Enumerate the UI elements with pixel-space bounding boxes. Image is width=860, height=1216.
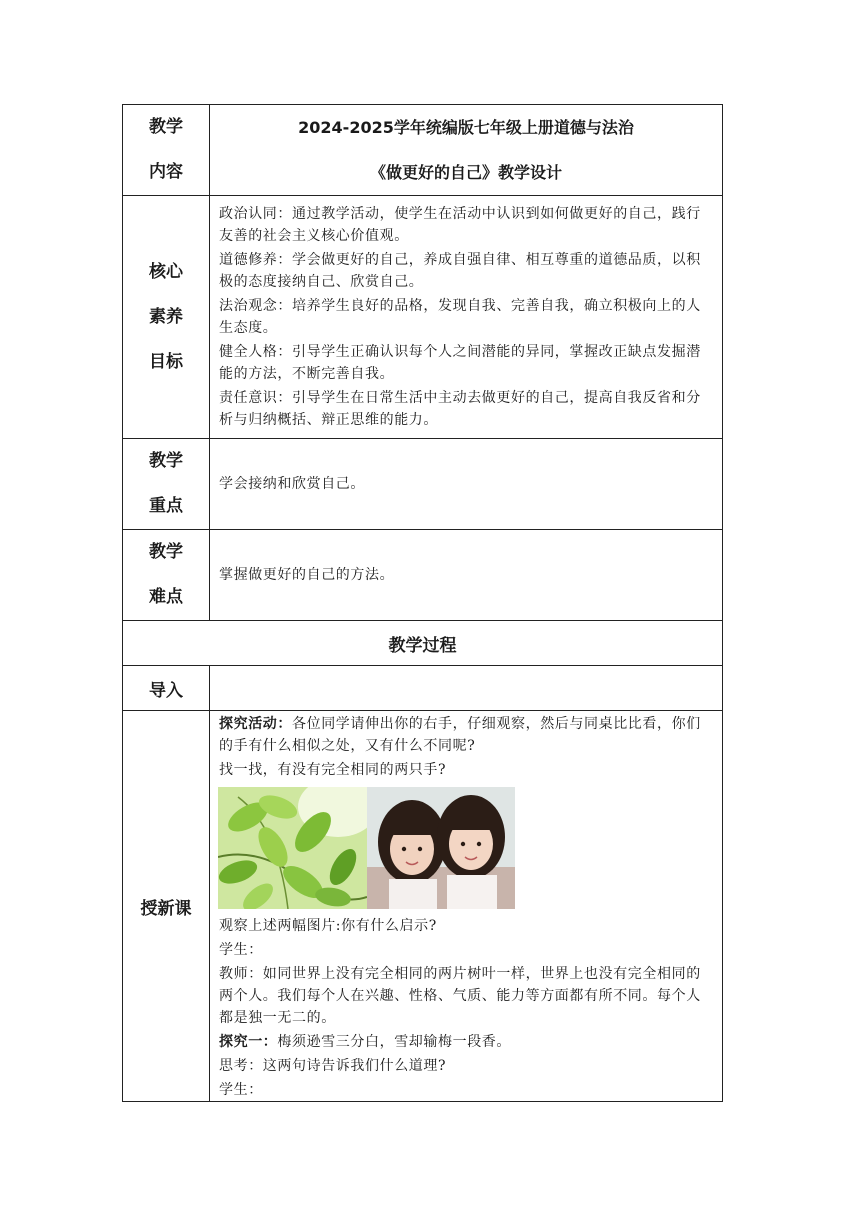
row-difficulty xyxy=(123,530,723,621)
row-process-heading xyxy=(123,621,723,666)
label-new-lesson: 授新课 xyxy=(123,711,210,1102)
observe-text: 观察上述两幅图片:你有什么启示? xyxy=(219,918,437,934)
label-difficulty: 教学 难点 xyxy=(123,530,210,621)
document-title xyxy=(210,105,723,196)
new-lesson-content xyxy=(210,711,723,1102)
explore-lead: 探究一： xyxy=(219,1034,278,1050)
illustration-images xyxy=(218,787,714,909)
twins-illustration xyxy=(367,787,515,909)
label-core-objectives: 核心 素养 目标 xyxy=(123,196,210,439)
objective-law: 法治观念：培养学生良好的品格，发现自我、完善自我，确立积极向上的人生态度。 xyxy=(219,298,701,336)
leaves-photo xyxy=(218,787,367,909)
find-text: 找一找，有没有完全相同的两只手? xyxy=(219,762,447,778)
lesson-plan-table xyxy=(122,104,723,1102)
twin-girls-photo xyxy=(367,787,515,909)
label-intro: 导入 xyxy=(123,666,210,711)
key-point-text: 学会接纳和欣赏自己。 xyxy=(210,439,723,530)
objective-political: 政治认同：通过教学活动，使学生在活动中认识到如何做更好的自己，践行友善的社会主义核心价值观。 xyxy=(219,206,701,244)
row-new-lesson xyxy=(123,711,723,1102)
objective-responsibility: 责任意识：引导学生在日常生活中主动去做更好的自己，提高自我反省和分析与归纳概括、辩正思维的能力。 xyxy=(219,390,701,428)
objectives-content xyxy=(210,196,723,439)
title-line-2: 《做更好的自己》教学设计 xyxy=(369,163,562,182)
activity-text: 各位同学请伸出你的右手，仔细观察，然后与同桌比比看，你们的手有什么相似之处，又有什么不同呢? xyxy=(219,716,701,754)
intro-content xyxy=(210,666,723,711)
explore-text: 梅须逊雪三分白，雪却输梅一段香。 xyxy=(277,1034,512,1050)
row-core-objectives xyxy=(123,196,723,439)
teacher-text: 教师：如同世界上没有完全相同的两片树叶一样，世界上也没有完全相同的两个人。我们每个人在兴趣、性格、气质、能力等方面都有所不同。每个人都是独一无二的。 xyxy=(219,966,701,1026)
think-text: 思考：这两句诗告诉我们什么道理? xyxy=(219,1058,447,1074)
row-teaching-content xyxy=(123,105,723,196)
objective-personality: 健全人格：引导学生正确认识每个人之间潜能的异同，掌握改正缺点发掘潜能的方法，不断完善自我。 xyxy=(219,344,701,382)
activity-paragraph xyxy=(219,713,714,757)
difficulty-text: 掌握做更好的自己的方法。 xyxy=(210,530,723,621)
process-heading: 教学过程 xyxy=(123,621,723,666)
student-answer-1: 学生： xyxy=(219,942,263,958)
activity-lead: 探究活动： xyxy=(219,716,292,732)
student-answer-2: 学生： xyxy=(219,1082,263,1098)
leaves-illustration xyxy=(218,787,367,909)
label-teaching-content: 教学 内容 xyxy=(123,105,210,196)
row-key-point xyxy=(123,439,723,530)
objective-moral: 道德修养：学会做更好的自己，养成自强自律、相互尊重的道德品质，以积极的态度接纳自己、欣赏自己。 xyxy=(219,252,701,290)
label-key-point: 教学 重点 xyxy=(123,439,210,530)
row-intro xyxy=(123,666,723,711)
title-line-1: 2024-2025学年统编版七年级上册道德与法治 xyxy=(298,118,634,137)
explore-paragraph xyxy=(219,1031,714,1053)
